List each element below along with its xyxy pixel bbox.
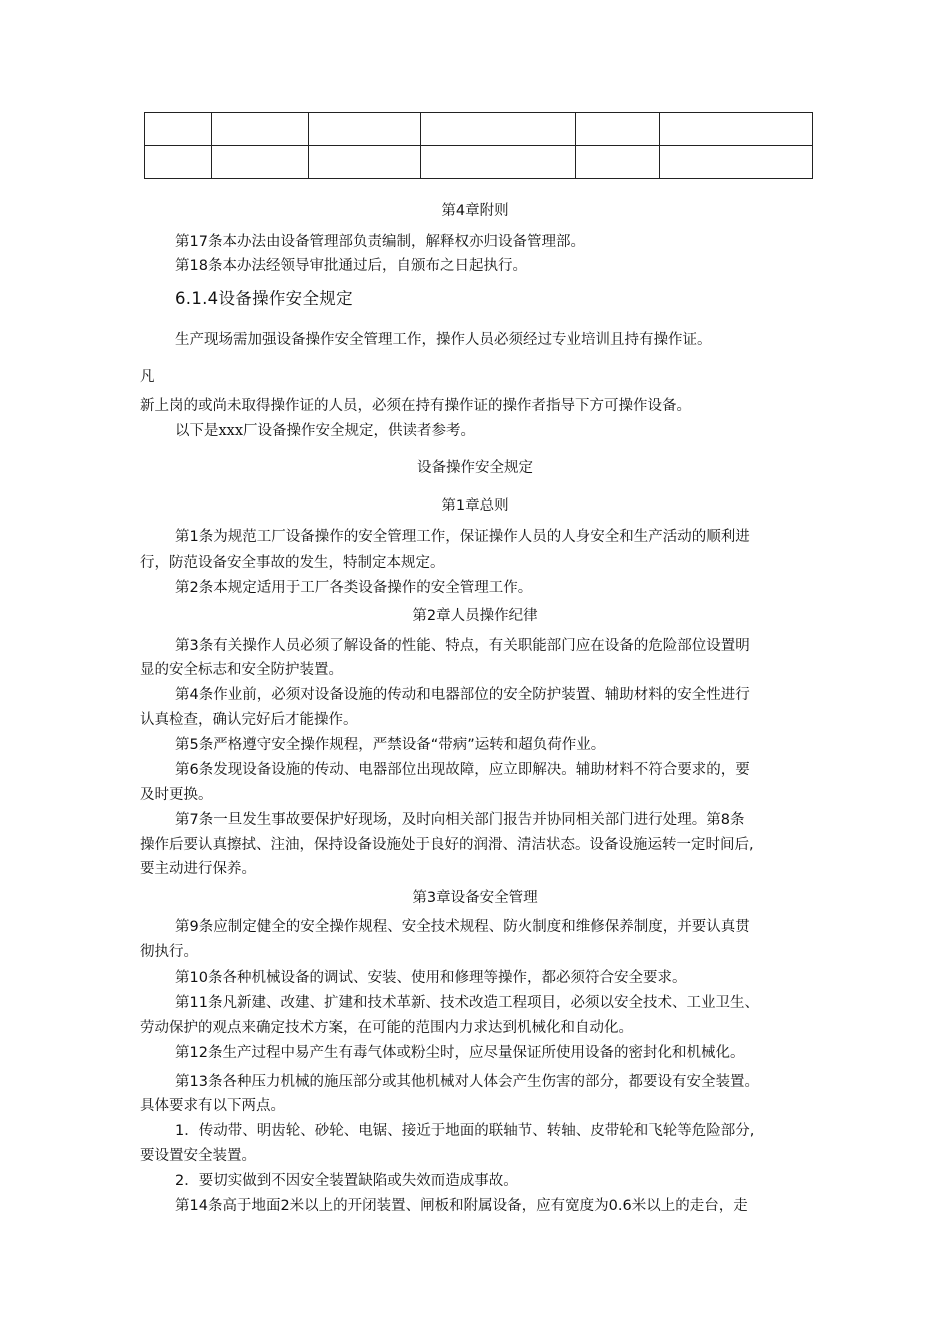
article-11-line-1: 第11条凡新建、改建、扩建和技术革新、技术改造工程项目，必须以安全技术、工业卫生、 — [175, 995, 759, 1011]
chapter-1-heading: 第1章总则 — [441, 498, 509, 514]
table-cell — [576, 113, 660, 146]
article-2: 第2条本规定适用于工厂各类设备操作的安全管理工作。 — [175, 580, 533, 596]
intro-line-fan: 凡 — [140, 369, 155, 385]
article-11-line-2: 劳动保护的观点来确定技术方案，在可能的范围内力求达到机械化和自动化。 — [140, 1020, 633, 1036]
chapter-3-heading: 第3章设备安全管理 — [412, 890, 538, 906]
intro-line-2: 新上岗的或尚未取得操作证的人员，必须在持有操作证的操作者指导下方可操作设备。 — [140, 398, 691, 414]
chapter-2-heading: 第2章人员操作纪律 — [412, 608, 538, 624]
article-4-line-1: 第4条作业前，必须对设备设施的传动和电器部位的安全防护装置、辅助材料的安全性进行 — [175, 687, 750, 703]
article-9-line-1: 第9条应制定健全的安全操作规程、安全技术规程、防火制度和维修保养制度，并要认真贯 — [175, 919, 750, 935]
table-cell — [576, 146, 660, 179]
table-cell — [421, 113, 576, 146]
article-3-line-1: 第3条有关操作人员必须了解设备的性能、特点，有关职能部门应在设备的危险部位设置明 — [175, 638, 750, 654]
table-cell — [660, 146, 813, 179]
article-6-line-2: 及时更换。 — [140, 787, 213, 803]
document-title: 设备操作安全规定 — [417, 460, 533, 476]
table-cell — [212, 146, 309, 179]
table-cell — [309, 146, 421, 179]
article-13-line-2: 具体要求有以下两点。 — [140, 1098, 285, 1114]
article-7-line-2: 操作后要认真擦拭、注油，保持设备设施处于良好的润滑、清洁状态。设备设施运转一定时间后, — [140, 837, 754, 853]
article-1-line-1: 第1条为规范工厂设备操作的安全管理工作，保证操作人员的人身安全和生产活动的顺利进 — [175, 529, 750, 545]
table-cell — [145, 113, 212, 146]
table-cell — [660, 113, 813, 146]
item-2: 2．要切实做到不因安全装置缺陷或失效而造成事故。 — [175, 1173, 518, 1189]
article-14-line-1: 第14条高于地面2米以上的开闭装置、闸板和附属设备，应有宽度为0.6米以上的走台，走 — [175, 1198, 748, 1214]
article-6-line-1: 第6条发现设备设施的传动、电器部位出现故障，应立即解决。辅助材料不符合要求的，要 — [175, 762, 750, 778]
item-1-line-1: 1．传动带、明齿轮、砂轮、电锯、接近于地面的联轴节、转轴、皮带轮和飞轮等危险部分, — [175, 1123, 755, 1139]
article-17: 第17条本办法由设备管理部负责编制，解释权亦归设备管理部。 — [175, 234, 585, 250]
article-5: 第5条严格遵守安全操作规程，严禁设备“带病”运转和超负荷作业。 — [175, 737, 606, 753]
article-10: 第10条各种机械设备的调试、安装、使用和修理等操作，都必须符合安全要求。 — [175, 970, 687, 986]
intro-line-3: 以下是xxx厂设备操作安全规定，供读者参考。 — [175, 423, 476, 439]
intro-line-1: 生产现场需加强设备操作安全管理工作，操作人员必须经过专业培训且持有操作证。 — [175, 332, 712, 348]
article-7-line-1: 第7条一旦发生事故要保护好现场，及时向相关部门报告并协同相关部门进行处理。第8条 — [175, 812, 745, 828]
article-3-line-2: 显的安全标志和安全防护装置。 — [140, 662, 343, 678]
article-12: 第12条生产过程中易产生有毒气体或粉尘时，应尽量保证所使用设备的密封化和机械化。 — [175, 1045, 745, 1061]
section-heading: 6.1.4设备操作安全规定 — [175, 289, 353, 308]
table-row — [145, 146, 813, 179]
table-cell — [421, 146, 576, 179]
empty-table — [144, 112, 813, 179]
article-7-line-3: 要主动进行保养。 — [140, 861, 256, 877]
table-cell — [145, 146, 212, 179]
article-18: 第18条本办法经领导审批通过后，自颁布之日起执行。 — [175, 258, 527, 274]
table-row — [145, 113, 813, 146]
article-9-line-2: 彻执行。 — [140, 944, 198, 960]
article-13-line-1: 第13条各种压力机械的施压部分或其他机械对人体会产生伤害的部分，都要设有安全装置。 — [175, 1074, 759, 1090]
article-1-line-2: 行，防范设备安全事故的发生，特制定本规定。 — [140, 555, 445, 571]
item-1-line-2: 要设置安全装置。 — [140, 1148, 256, 1164]
table-cell — [309, 113, 421, 146]
chapter-4-heading: 第4章附则 — [441, 203, 509, 219]
table-cell — [212, 113, 309, 146]
article-4-line-2: 认真检查，确认完好后才能操作。 — [140, 712, 358, 728]
